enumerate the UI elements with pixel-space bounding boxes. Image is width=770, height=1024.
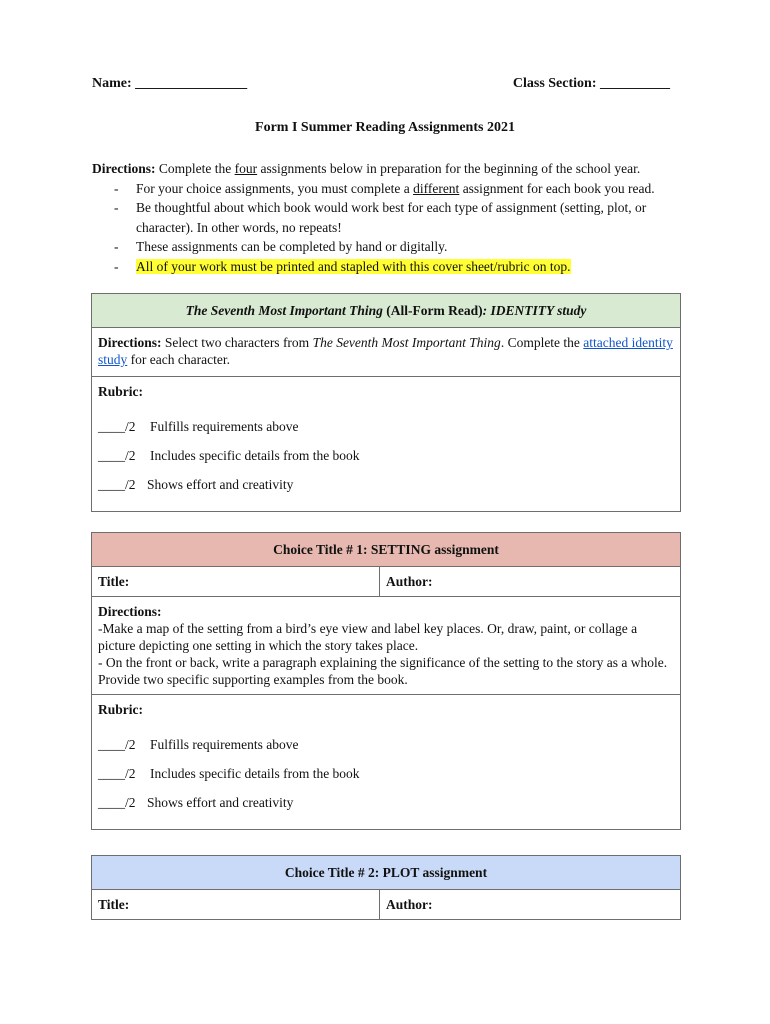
highlighted-note: All of your work must be printed and stapled with this cover sheet/rubric on top. — [136, 258, 571, 274]
identity-study-link[interactable]: attached identity study — [98, 335, 673, 367]
plot-assignment-table — [91, 855, 681, 920]
rubric-item: ____/2 Includes specific details from the book — [98, 766, 360, 781]
list-item: - These assignments can be completed by hand or digitally. — [114, 239, 448, 254]
list-item: - Be thoughtful about which book would work best for each type of assignment (setting, plot, or character). In other words, no repeats! — [114, 200, 647, 235]
list-item: - All of your work must be printed and stapled with this cover sheet/rubric on top. — [114, 258, 571, 274]
directions-list — [92, 179, 682, 277]
rubric-item: ____/2 Fulfills requirements above — [98, 419, 299, 434]
identity-directions: Directions: Select two characters from The Seventh Most Important Thing. Complete the attached identity study for each character. — [92, 328, 681, 377]
general-directions — [92, 159, 682, 276]
rubric-item: ____/2 Fulfills requirements above — [98, 737, 299, 752]
plot-title-cell: Title: — [92, 890, 380, 920]
directions-intro: Directions: Complete the four assignments below in preparation for the beginning of the school year. — [92, 161, 641, 176]
setting-author-cell: Author: — [380, 567, 681, 597]
rubric-item: ____/2 Shows effort and creativity — [98, 477, 294, 492]
setting-directions: Directions: -Make a map of the setting from a bird’s eye view and label key places. Or, draw, paint, or collage a picture depicting one setting in which the story takes place. - On the front or back, write a paragraph explaining the significance of the setting to the story as a whole. Provide two specific supporting examples from the book. — [92, 597, 681, 695]
identity-rubric: Rubric: ____/2 Fulfills requirements above ____/2 Includes specific details from the book ____/2 Shows effort and creativity — [92, 377, 681, 512]
name-field: Name: ________________ — [92, 76, 248, 91]
list-item: - For your choice assignments, you must complete a different assignment for each book you read. — [114, 180, 655, 196]
plot-header: Choice Title # 2: PLOT assignment — [92, 856, 681, 890]
setting-title-cell: Title: — [92, 567, 380, 597]
identity-header: The Seventh Most Important Thing (All-Form Read): IDENTITY study — [92, 294, 681, 328]
plot-author-cell: Author: — [380, 890, 681, 920]
page-title: Form I Summer Reading Assignments 2021 — [255, 120, 515, 135]
rubric-item: ____/2 Includes specific details from the book — [98, 448, 360, 463]
identity-study-table — [91, 293, 681, 512]
setting-assignment-table — [91, 532, 681, 830]
setting-rubric: Rubric: ____/2 Fulfills requirements above ____/2 Includes specific details from the book ____/2 Shows effort and creativity — [92, 695, 681, 830]
rubric-item: ____/2 Shows effort and creativity — [98, 795, 294, 810]
class-section-field: Class Section: __________ — [512, 76, 670, 91]
setting-header: Choice Title # 1: SETTING assignment — [92, 533, 681, 567]
